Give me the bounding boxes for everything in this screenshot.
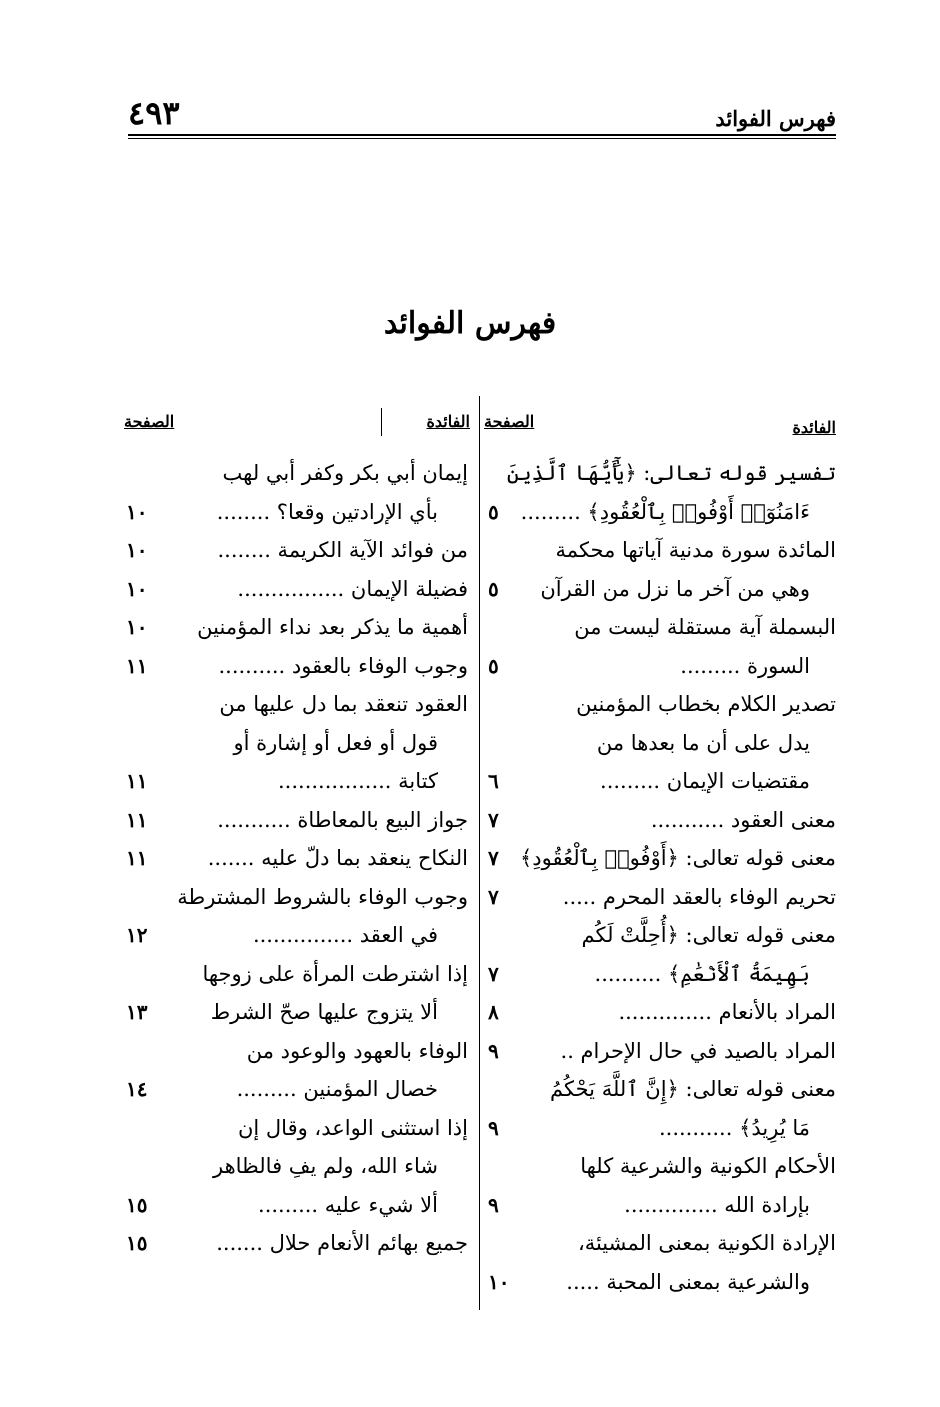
entry-line — [118, 916, 478, 955]
index-entry — [484, 531, 836, 608]
index-entry — [484, 1147, 836, 1224]
entry-text: إذا اشترطت المرأة على زوجها — [202, 961, 468, 986]
entry-text: معنى قوله تعالى: ﴿أَوْفُوا۟ بِٱلْعُقُودِ﴾ — [520, 846, 836, 870]
entry-text: المراد بالأنعام .............. — [618, 1000, 836, 1024]
index-entry — [118, 531, 478, 570]
entry-line — [118, 531, 478, 570]
entry-page-number: ١٥ — [126, 1231, 148, 1255]
entry-line — [118, 955, 478, 994]
index-entry — [118, 454, 478, 531]
entry-page-number: ١١ — [126, 846, 148, 870]
entry-line — [484, 685, 836, 724]
index-entry — [484, 878, 836, 917]
entry-page-number: ٥ — [488, 576, 499, 601]
index-entry — [484, 1224, 836, 1301]
entry-line — [118, 724, 478, 763]
entry-line — [484, 955, 836, 994]
index-entry — [484, 916, 836, 993]
entry-line — [118, 801, 478, 840]
entry-page-number: ٧ — [488, 846, 499, 870]
entry-page-number: ١١ — [126, 653, 148, 678]
entry-line — [484, 801, 836, 840]
entry-text: العقود تنعقد بما دل عليها من — [219, 692, 468, 716]
page-number: ٤٩٣ — [128, 94, 180, 132]
entry-line — [118, 1070, 478, 1109]
entry-line — [118, 1186, 478, 1225]
index-entry — [118, 801, 478, 840]
entry-page-number: ١٠ — [126, 615, 148, 639]
entry-page-number: ٦ — [488, 769, 499, 793]
entry-text: بَهِيمَةُ ٱلْأَنْعَٰمِ﴾ .......... — [594, 961, 810, 986]
index-entry — [484, 1070, 836, 1147]
entry-page-number: ١٣ — [126, 1000, 148, 1024]
entry-line — [484, 1109, 836, 1148]
entry-page-number: ١١ — [126, 807, 148, 832]
entry-text: المائدة سورة مدنية آياتها محكمة — [555, 538, 836, 562]
entry-page-number: ١٥ — [126, 1192, 148, 1217]
entry-text: الوفاء بالعهود والوعود من — [246, 1038, 468, 1063]
entry-page-number: ١٠ — [126, 576, 148, 601]
column-heading — [118, 404, 478, 454]
entry-text: جميع بهائم الأنعام حلال ....... — [216, 1231, 468, 1255]
entry-line — [118, 493, 478, 532]
entry-line — [484, 1263, 836, 1302]
entry-text: السورة ......... — [680, 653, 810, 678]
entry-text: مقتضيات الإيمان ......... — [600, 769, 810, 793]
entry-page-number: ٥ — [488, 653, 499, 678]
entry-text: من فوائد الآية الكريمة ........ — [217, 538, 468, 562]
entry-text: قول أو فعل أو إشارة أو — [233, 730, 438, 755]
column-divider — [479, 396, 480, 1310]
entry-line — [484, 493, 836, 532]
entry-text: معنى العقود ........... — [650, 807, 836, 832]
heading-benefit: الفائدة — [792, 418, 836, 437]
entry-line — [484, 454, 836, 493]
index-entry — [118, 878, 478, 955]
entry-line — [118, 570, 478, 609]
entry-text: إذا استثنى الواعد، وقال إن — [237, 1115, 468, 1140]
index-entry — [118, 1032, 478, 1109]
entry-text: وجوب الوفاء بالعقود .......... — [218, 653, 468, 678]
header-rule — [128, 134, 836, 139]
index-entry — [118, 570, 478, 609]
entry-line — [118, 1032, 478, 1071]
entry-text: ءَامَنُوٓا۟ أَوْفُوا۟ بِٱلْعُقُودِ﴾ ......... — [520, 499, 810, 524]
entry-text: المراد بالصيد في حال الإحرام .. — [560, 1038, 836, 1063]
entry-text: والشرعية بمعنى المحبة ..... — [566, 1269, 810, 1294]
entry-text: معنى قوله تعالى: ﴿أُحِلَّتْ لَكُم — [581, 923, 836, 947]
entry-page-number: ٧ — [488, 961, 499, 986]
entry-page-number: ١٤ — [126, 1077, 148, 1101]
heading-page: الصفحة — [124, 412, 175, 431]
entry-line — [118, 647, 478, 686]
entry-text: ألا يتزوج عليها صحّ الشرط — [210, 1000, 438, 1024]
entry-line — [484, 570, 836, 609]
entry-text: مَا يُرِيدُ﴾ ........... — [658, 1115, 810, 1140]
entry-line — [118, 1109, 478, 1148]
entry-line — [484, 647, 836, 686]
index-entry — [118, 685, 478, 801]
entry-line — [118, 1147, 478, 1186]
page-title: فهرس الفوائد — [383, 306, 557, 341]
entry-page-number: ١٠ — [126, 499, 148, 524]
entry-line — [484, 916, 836, 955]
index-entry — [484, 685, 836, 801]
entry-page-number: ٩ — [488, 1192, 499, 1217]
entry-line — [484, 1147, 836, 1186]
entry-page-number: ٩ — [488, 1038, 499, 1063]
entry-text: تحريم الوفاء بالعقد المحرم ..... — [562, 884, 836, 909]
index-column-right — [484, 404, 836, 1301]
heading-benefit: الفائدة — [426, 412, 470, 431]
entry-page-number: ٧ — [488, 807, 499, 832]
entry-text: تفسير قوله تعالى: ﴿يَٰٓأَيُّهَا ٱلَّذِينَ — [506, 461, 836, 485]
entry-line — [118, 608, 478, 647]
index-entry — [118, 955, 478, 1032]
entry-text: الإرادة الكونية بمعنى المشيئة، — [577, 1231, 836, 1255]
entry-line — [484, 608, 836, 647]
entry-text: في العقد ............... — [252, 923, 438, 947]
index-entry — [118, 1109, 478, 1225]
index-entry — [484, 608, 836, 685]
entry-page-number: ١٢ — [126, 923, 148, 947]
entry-text: أهمية ما يذكر بعد نداء المؤمنين — [197, 615, 468, 639]
column-heading — [484, 404, 836, 454]
entry-page-number: ١٠ — [126, 538, 148, 562]
entry-line — [118, 1224, 478, 1263]
entry-text: إيمان أبي بكر وكفر أبي لهب — [222, 461, 468, 485]
page-header — [128, 92, 836, 132]
entry-text: خصال المؤمنين ......... — [236, 1077, 438, 1101]
entry-text: الأحكام الكونية والشرعية كلها — [580, 1154, 836, 1178]
entry-line — [484, 1070, 836, 1109]
index-entries — [118, 454, 478, 1263]
entry-page-number: ٨ — [488, 1000, 499, 1024]
entry-text: بأي الإرادتين وقعا؟ ........ — [216, 499, 438, 524]
index-entry — [118, 647, 478, 686]
entry-page-number: ١١ — [126, 769, 148, 793]
entry-text: كتابة ................. — [278, 769, 438, 793]
entry-line — [484, 878, 836, 917]
entry-text: بإرادة الله .............. — [624, 1192, 810, 1217]
entry-line — [118, 762, 478, 801]
index-entry — [484, 454, 836, 531]
heading-separator — [381, 408, 382, 436]
index-entries — [484, 454, 836, 1301]
index-entry — [484, 993, 836, 1032]
entry-text: تصدير الكلام بخطاب المؤمنين — [576, 692, 836, 716]
entry-text: وهي من آخر ما نزل من القرآن — [540, 576, 810, 601]
entry-text: النكاح ينعقد بما دلّ عليه ....... — [207, 846, 468, 870]
index-entry — [484, 1032, 836, 1071]
entry-line — [118, 454, 478, 493]
running-title: فهرس الفوائد — [715, 106, 836, 131]
entry-line — [484, 839, 836, 878]
entry-line — [484, 724, 836, 763]
index-entry — [118, 608, 478, 647]
entry-line — [484, 1224, 836, 1263]
entry-line — [118, 685, 478, 724]
entry-text: معنى قوله تعالى: ﴿إِنَّ ٱللَّهَ يَحْكُمُ — [550, 1077, 836, 1101]
entry-line — [118, 878, 478, 917]
index-entry — [484, 839, 836, 878]
entry-line — [118, 839, 478, 878]
entry-text: فضيلة الإيمان ................ — [237, 576, 468, 601]
heading-page: الصفحة — [484, 412, 535, 431]
entry-line — [484, 1032, 836, 1071]
entry-text: البسملة آية مستقلة ليست من — [574, 615, 836, 639]
entry-text: جواز البيع بالمعاطاة ........... — [217, 807, 468, 832]
entry-page-number: ٧ — [488, 884, 499, 909]
entry-line — [484, 762, 836, 801]
index-entry — [118, 839, 478, 878]
entry-line — [484, 1186, 836, 1225]
index-entry — [118, 1224, 478, 1263]
entry-line — [484, 993, 836, 1032]
entry-text: يدل على أن ما بعدها من — [596, 730, 810, 755]
entry-page-number: ٩ — [488, 1115, 499, 1140]
entry-page-number: ١٠ — [488, 1269, 510, 1294]
entry-line — [484, 531, 836, 570]
index-column-left — [118, 404, 478, 1263]
entry-page-number: ٥ — [488, 499, 499, 524]
entry-text: ألا شيء عليه ......... — [258, 1192, 438, 1217]
index-entry — [484, 801, 836, 840]
entry-text: شاء الله، ولم يفِ فالظاهر — [212, 1154, 438, 1178]
entry-text: وجوب الوفاء بالشروط المشترطة — [177, 884, 468, 909]
entry-line — [118, 993, 478, 1032]
